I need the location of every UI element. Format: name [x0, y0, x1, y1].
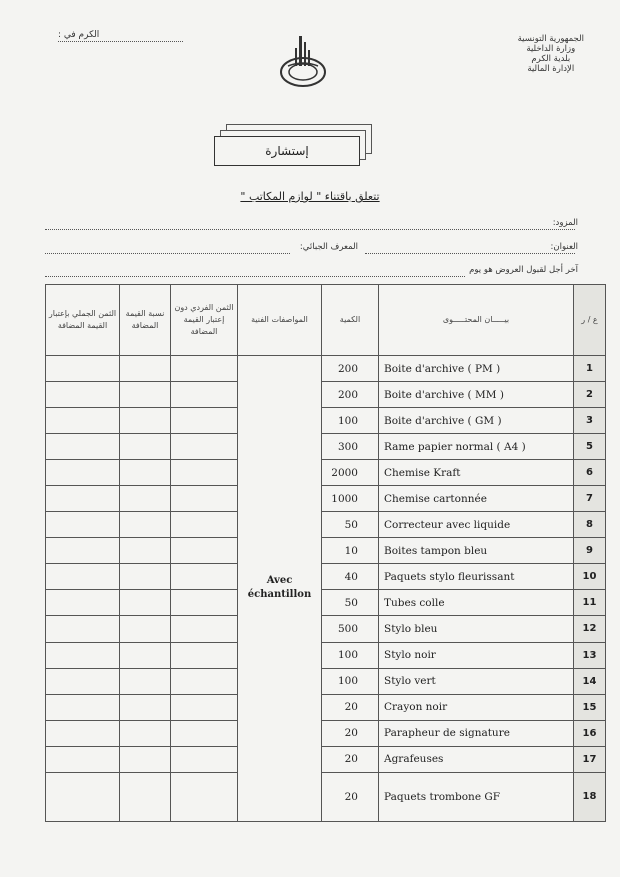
table-row: [46, 538, 606, 564]
vat-rate-cell: [120, 512, 171, 538]
total-cell: [46, 382, 120, 408]
unit-price-cell: [171, 538, 238, 564]
table-row: [46, 408, 606, 434]
row-number-cell: 9: [574, 538, 606, 564]
table-row: [46, 564, 606, 590]
desc-cell: Tubes colle: [379, 590, 574, 616]
spec-cell: Avec échantillon: [238, 356, 322, 822]
total-cell: [46, 668, 120, 694]
row-number-cell: 13: [574, 642, 606, 668]
desc-cell: Agrafeuses: [379, 746, 574, 772]
supplies-table: [45, 284, 606, 822]
vat-rate-cell: [120, 694, 171, 720]
row-number-cell: 17: [574, 746, 606, 772]
header-line: الجمهورية التونسية: [517, 34, 584, 44]
vat-rate-cell: [120, 616, 171, 642]
vat-rate-cell: [120, 720, 171, 746]
place-date-dots: [58, 41, 183, 42]
desc-cell: Chemise cartonnée: [379, 486, 574, 512]
qty-cell: 500: [322, 616, 379, 642]
table-row: [46, 382, 606, 408]
unit-price-cell: [171, 512, 238, 538]
total-cell: [46, 772, 120, 821]
desc-cell: Boite d'archive ( PM ): [379, 356, 574, 382]
desc-cell: Stylo bleu: [379, 616, 574, 642]
vat-rate-cell: [120, 434, 171, 460]
row-number-cell: 5: [574, 434, 606, 460]
qty-cell: 50: [322, 512, 379, 538]
desc-cell: Correcteur avec liquide: [379, 512, 574, 538]
row-number-cell: 1: [574, 356, 606, 382]
qty-cell: 2000: [322, 460, 379, 486]
row-number-cell: 14: [574, 668, 606, 694]
table-row: [46, 512, 606, 538]
qty-cell: 20: [322, 720, 379, 746]
total-cell: [46, 642, 120, 668]
qty-cell: 50: [322, 590, 379, 616]
tax-id-dots: [45, 253, 290, 254]
deadline-dots: [45, 276, 465, 277]
table-row: [46, 772, 606, 821]
unit-price-cell: [171, 720, 238, 746]
qty-cell: 100: [322, 642, 379, 668]
table-row: [46, 746, 606, 772]
table-row: [46, 642, 606, 668]
vat-rate-cell: [120, 538, 171, 564]
header-spec: المواصفات الفنية: [238, 285, 322, 356]
row-number-cell: 18: [574, 772, 606, 821]
unit-price-cell: [171, 668, 238, 694]
address-dots: [365, 253, 575, 254]
table-row: [46, 616, 606, 642]
total-cell: [46, 460, 120, 486]
vat-rate-cell: [120, 486, 171, 512]
row-number-cell: 11: [574, 590, 606, 616]
qty-cell: 10: [322, 538, 379, 564]
row-number-cell: 10: [574, 564, 606, 590]
qty-cell: 20: [322, 772, 379, 821]
desc-cell: Boite d'archive ( MM ): [379, 382, 574, 408]
header-num: ع / ر: [574, 285, 606, 356]
unit-price-cell: [171, 564, 238, 590]
total-cell: [46, 564, 120, 590]
desc-cell: Chemise Kraft: [379, 460, 574, 486]
total-cell: [46, 512, 120, 538]
total-cell: [46, 694, 120, 720]
unit-price-cell: [171, 434, 238, 460]
table-header-row: [46, 285, 606, 356]
unit-price-cell: [171, 616, 238, 642]
qty-cell: 300: [322, 434, 379, 460]
desc-cell: Stylo noir: [379, 642, 574, 668]
vat-rate-cell: [120, 668, 171, 694]
header-line: وزارة الداخلية: [526, 44, 576, 54]
desc-cell: Paquets trombone GF: [379, 772, 574, 821]
desc-cell: Stylo vert: [379, 668, 574, 694]
qty-cell: 200: [322, 356, 379, 382]
desc-cell: Boite d'archive ( GM ): [379, 408, 574, 434]
vat-rate-cell: [120, 408, 171, 434]
table-row: [46, 486, 606, 512]
total-cell: [46, 486, 120, 512]
vat-rate-cell: [120, 382, 171, 408]
qty-cell: 200: [322, 382, 379, 408]
row-number-cell: 12: [574, 616, 606, 642]
unit-price-cell: [171, 642, 238, 668]
qty-cell: 20: [322, 746, 379, 772]
table-row: [46, 434, 606, 460]
place-date-label: الكرم في :: [58, 30, 100, 40]
table-row: [46, 356, 606, 382]
tax-id-label: المعرف الجبائي:: [299, 242, 358, 252]
vat-rate-cell: [120, 460, 171, 486]
supplier-label: المزود:: [552, 218, 578, 228]
table-row: [46, 460, 606, 486]
unit-price-cell: [171, 460, 238, 486]
table-row: [46, 668, 606, 694]
unit-price-cell: [171, 772, 238, 821]
desc-cell: Crayon noir: [379, 694, 574, 720]
table-row: [46, 720, 606, 746]
place-date: [58, 30, 99, 40]
row-number-cell: 7: [574, 486, 606, 512]
vat-rate-cell: [120, 564, 171, 590]
total-cell: [46, 590, 120, 616]
row-number-cell: 3: [574, 408, 606, 434]
deadline-label: آخر أجل لقبول العروض هو يوم: [469, 265, 578, 275]
unit-price-cell: [171, 486, 238, 512]
address-label: العنوان:: [550, 242, 578, 252]
vat-rate-cell: [120, 356, 171, 382]
header-vat-rate: نسبة القيمة المضافة: [120, 285, 171, 356]
unit-price-cell: [171, 746, 238, 772]
vat-rate-cell: [120, 642, 171, 668]
vat-rate-cell: [120, 590, 171, 616]
header-total: الثمن الجملي بإعتبار القيمة المضافة: [46, 285, 120, 356]
vat-rate-cell: [120, 746, 171, 772]
vat-rate-cell: [120, 772, 171, 821]
unit-price-cell: [171, 356, 238, 382]
document-title: إستشارة: [214, 136, 360, 166]
total-cell: [46, 356, 120, 382]
header-qty: الكمية: [322, 285, 379, 356]
table-row: [46, 694, 606, 720]
total-cell: [46, 746, 120, 772]
header-line: الإدارة المالية: [527, 64, 575, 74]
supplier-dots: [45, 229, 575, 230]
unit-price-cell: [171, 408, 238, 434]
qty-cell: 1000: [322, 486, 379, 512]
desc-cell: Boites tampon bleu: [379, 538, 574, 564]
total-cell: [46, 408, 120, 434]
header-line: بلدية الكرم: [531, 54, 571, 64]
unit-price-cell: [171, 694, 238, 720]
qty-cell: 100: [322, 408, 379, 434]
total-cell: [46, 434, 120, 460]
unit-price-cell: [171, 382, 238, 408]
table-row: [46, 590, 606, 616]
total-cell: [46, 720, 120, 746]
ministry-header: [518, 34, 584, 74]
desc-cell: Paquets stylo fleurissant: [379, 564, 574, 590]
header-unit-price: الثمن الفردي دون إعتبار القيمة المضافة: [171, 285, 238, 356]
total-cell: [46, 616, 120, 642]
row-number-cell: 6: [574, 460, 606, 486]
municipality-logo-icon: [268, 30, 338, 90]
row-number-cell: 2: [574, 382, 606, 408]
desc-cell: Parapheur de signature: [379, 720, 574, 746]
row-number-cell: 8: [574, 512, 606, 538]
document-subject: تتعلق باقتناء " لوازم المكاتب ": [240, 190, 380, 203]
header-desc: بيـــــان المحتـــــوى: [379, 285, 574, 356]
qty-cell: 40: [322, 564, 379, 590]
unit-price-cell: [171, 590, 238, 616]
total-cell: [46, 538, 120, 564]
desc-cell: Rame papier normal ( A4 ): [379, 434, 574, 460]
qty-cell: 20: [322, 694, 379, 720]
row-number-cell: 16: [574, 720, 606, 746]
qty-cell: 100: [322, 668, 379, 694]
row-number-cell: 15: [574, 694, 606, 720]
